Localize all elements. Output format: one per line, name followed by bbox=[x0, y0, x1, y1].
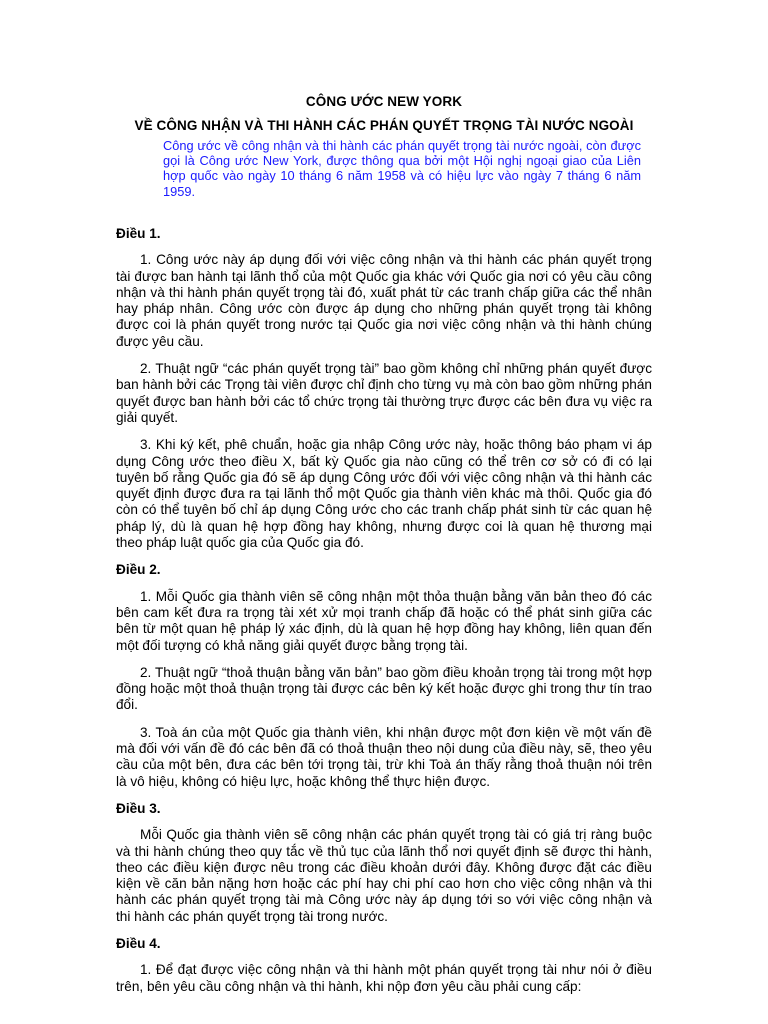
article-heading: Điều 4. bbox=[116, 935, 161, 951]
article-paragraph: 3. Khi ký kết, phê chuẩn, hoặc gia nhập Công ước này, hoặc thông báo phạm vi áp dụng Công ước theo điều X, bất kỳ Quốc gia nào cũng có thể trên cơ sở có đi có lại tuyên bố rằng Quốc gia đó sẽ áp dụng Công ước đối với việc công nhận và thi hành các quyết định được đưa ra tại lãnh thổ một Quốc gia thành viên khác mà thôi. Quốc gia đó còn có thể tuyên bố chỉ áp dụng Công ước cho các tranh chấp phát sinh từ các quan hệ pháp lý, dù là quan hệ hợp đồng hay không, nhưng được coi là quan hệ thương mại theo pháp luật quốc gia của Quốc gia đó. bbox=[116, 437, 652, 551]
article-paragraph: 1. Công ước này áp dụng đối với việc công nhận và thi hành các phán quyết trọng tài được ban hành tại lãnh thổ của một Quốc gia khác với Quốc gia nơi có yêu cầu công nhận và thi hành phán quyết trọng tài đó, xuất phát từ các tranh chấp giữa các thể nhân hay pháp nhân. Công ước còn được áp dụng cho những phán quyết trọng tài không được coi là phán quyết trong nước tại Quốc gia nơi việc công nhận và thi hành chúng được yêu cầu. bbox=[116, 252, 652, 349]
article-paragraph: Mỗi Quốc gia thành viên sẽ công nhận các phán quyết trọng tài có giá trị ràng buộc và thi hành chúng theo quy tắc về thủ tục của lãnh thổ nơi quyết định sẽ được thi hành, theo các điều kiện được nêu trong các điều khoản dưới đây. Không được đặt các điều kiện về căn bản nặng hơn hoặc các phí hay chi phí cao hơn cho việc công nhận và thi hành các phán quyết trọng tài mà Công ước này áp dụng tới so với việc công nhận và thi hành các phán quyết trọng tài trong nước. bbox=[116, 827, 652, 924]
article-paragraph: 1. Mỗi Quốc gia thành viên sẽ công nhận một thỏa thuận bằng văn bản theo đó các bên cam kết đưa ra trọng tài xét xử mọi tranh chấp đã hoặc có thể phát sinh giữa các bên từ một quan hệ pháp lý xác định, dù là quan hệ hợp đồng hay không, liên quan đến một đối tượng có khả năng giải quyết được bằng trọng tài. bbox=[116, 588, 652, 653]
intro-paragraph: Công ước về công nhận và thi hành các phán quyết trọng tài nước ngoài, còn được gọi là Công ước New York, được thông qua bởi một Hội nghị ngoại giao của Liên hợp quốc vào ngày 10 tháng 6 năm 1958 và có hiệu lực vào ngày 7 tháng 6 năm 1959. bbox=[163, 138, 641, 199]
article-paragraph: 2. Thuật ngữ “thoả thuận bằng văn bản” bao gồm điều khoản trọng tài trong một hợp đồng hoặc một thoả thuận trọng tài được các bên ký kết hoặc được ghi trong thư tín trao đổi. bbox=[116, 664, 652, 713]
document-subtitle: VỀ CÔNG NHẬN VÀ THI HÀNH CÁC PHÁN QUYẾT TRỌNG TÀI NƯỚC NGOÀI bbox=[134, 118, 634, 133]
document-body bbox=[116, 226, 652, 1006]
document-title: CÔNG ƯỚC NEW YORK bbox=[305, 94, 463, 109]
article-paragraph: 1. Để đạt được việc công nhận và thi hành một phán quyết trọng tài như nói ở điều trên, bên yêu cầu công nhận và thi hành, khi nộp đơn yêu cầu phải cung cấp: bbox=[116, 962, 652, 994]
article-paragraph: 3. Toà án của một Quốc gia thành viên, khi nhận được một đơn kiện về một vấn đề mà đối với vấn đề đó các bên đã có thoả thuận theo nội dung của điều này, sẽ, theo yêu cầu của một bên, đưa các bên tới trọng tài, trừ khi Toà án thấy rằng thoả thuận nói trên là vô hiệu, không có hiệu lực, hoặc không thể thực hiện được. bbox=[116, 724, 652, 789]
article-heading: Điều 1. bbox=[116, 226, 161, 241]
article-heading: Điều 3. bbox=[116, 800, 161, 816]
article-paragraph: 2. Thuật ngữ “các phán quyết trọng tài” bao gồm không chỉ những phán quyết được ban hành bởi các Trọng tài viên được chỉ định cho từng vụ mà còn bao gồm những phán quyết được ban hành bởi các tổ chức trọng tài thường trực được các bên đưa vụ việc ra giải quyết. bbox=[116, 361, 652, 425]
article-heading: Điều 2. bbox=[116, 562, 161, 578]
